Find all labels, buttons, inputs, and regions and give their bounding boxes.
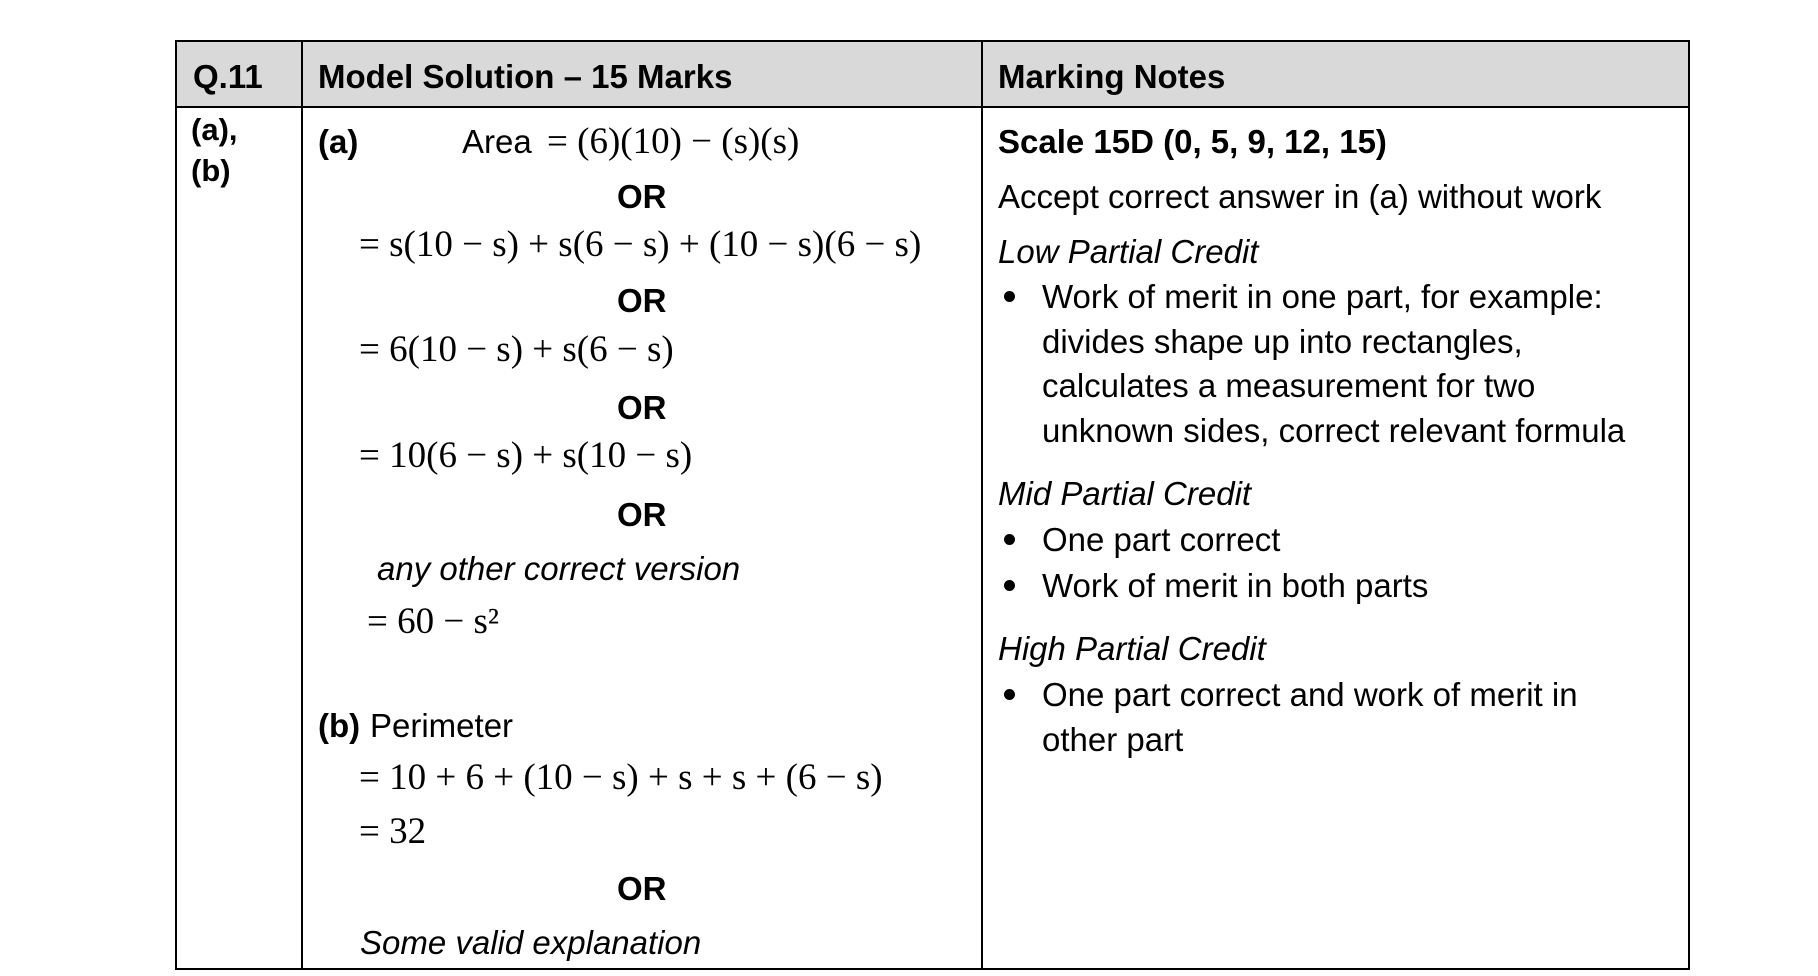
area-alternative-1: = s(10 − s) + s(6 − s) + (10 − s)(6 − s) — [359, 224, 922, 265]
part-label: (b) — [191, 153, 231, 188]
or-label: OR — [617, 389, 667, 426]
area-expression: = (6)(10) − (s)(s) — [547, 121, 800, 162]
perimeter-word: Perimeter — [370, 707, 514, 744]
mid-credit-title: Mid Partial Credit — [998, 475, 1252, 512]
perimeter-expression: = 10 + 6 + (10 − s) + s + s + (6 − s) — [359, 757, 883, 798]
column-divider — [301, 42, 303, 968]
mid-credit-item: One part correct — [1042, 521, 1281, 558]
low-credit-title: Low Partial Credit — [998, 233, 1259, 270]
any-other-version-note: any other correct version — [377, 550, 741, 587]
high-credit-title: High Partial Credit — [998, 630, 1266, 667]
part-a-label: (a) — [318, 123, 359, 160]
high-credit-item: other part — [1042, 721, 1184, 758]
low-credit-item: unknown sides, correct relevant formula — [1042, 412, 1626, 449]
bullet-icon — [1004, 534, 1015, 545]
low-credit-item: Work of merit in one part, for example: — [1042, 278, 1603, 315]
bullet-icon — [1004, 580, 1015, 591]
scale-label: Scale 15D (0, 5, 9, 12, 15) — [998, 123, 1387, 160]
low-credit-item: calculates a measurement for two — [1042, 367, 1536, 404]
area-word: Area — [462, 123, 532, 160]
notes-column-title: Marking Notes — [998, 58, 1226, 95]
accept-note: Accept correct answer in (a) without work — [998, 178, 1602, 215]
marking-scheme-table — [175, 40, 1690, 970]
area-result: = 60 − s² — [367, 601, 499, 642]
bullet-icon — [1004, 291, 1015, 302]
or-label: OR — [617, 178, 667, 215]
or-label: OR — [617, 282, 667, 319]
solution-column-title: Model Solution – 15 Marks — [318, 58, 733, 95]
low-credit-item: divides shape up into rectangles, — [1042, 323, 1523, 360]
area-alternative-3: = 10(6 − s) + s(10 − s) — [359, 435, 693, 476]
high-credit-item: One part correct and work of merit in — [1042, 676, 1578, 713]
part-label: (a), — [191, 112, 238, 147]
question-number: Q.11 — [193, 58, 263, 95]
column-divider — [981, 42, 983, 968]
mid-credit-item: Work of merit in both parts — [1042, 567, 1429, 604]
valid-explanation-note: Some valid explanation — [360, 924, 702, 961]
area-alternative-2: = 6(10 − s) + s(6 − s) — [359, 329, 674, 370]
bullet-icon — [1004, 689, 1015, 700]
or-label: OR — [617, 870, 667, 907]
or-label: OR — [617, 496, 667, 533]
part-b-label: (b) — [318, 707, 361, 744]
perimeter-result: = 32 — [359, 811, 427, 852]
